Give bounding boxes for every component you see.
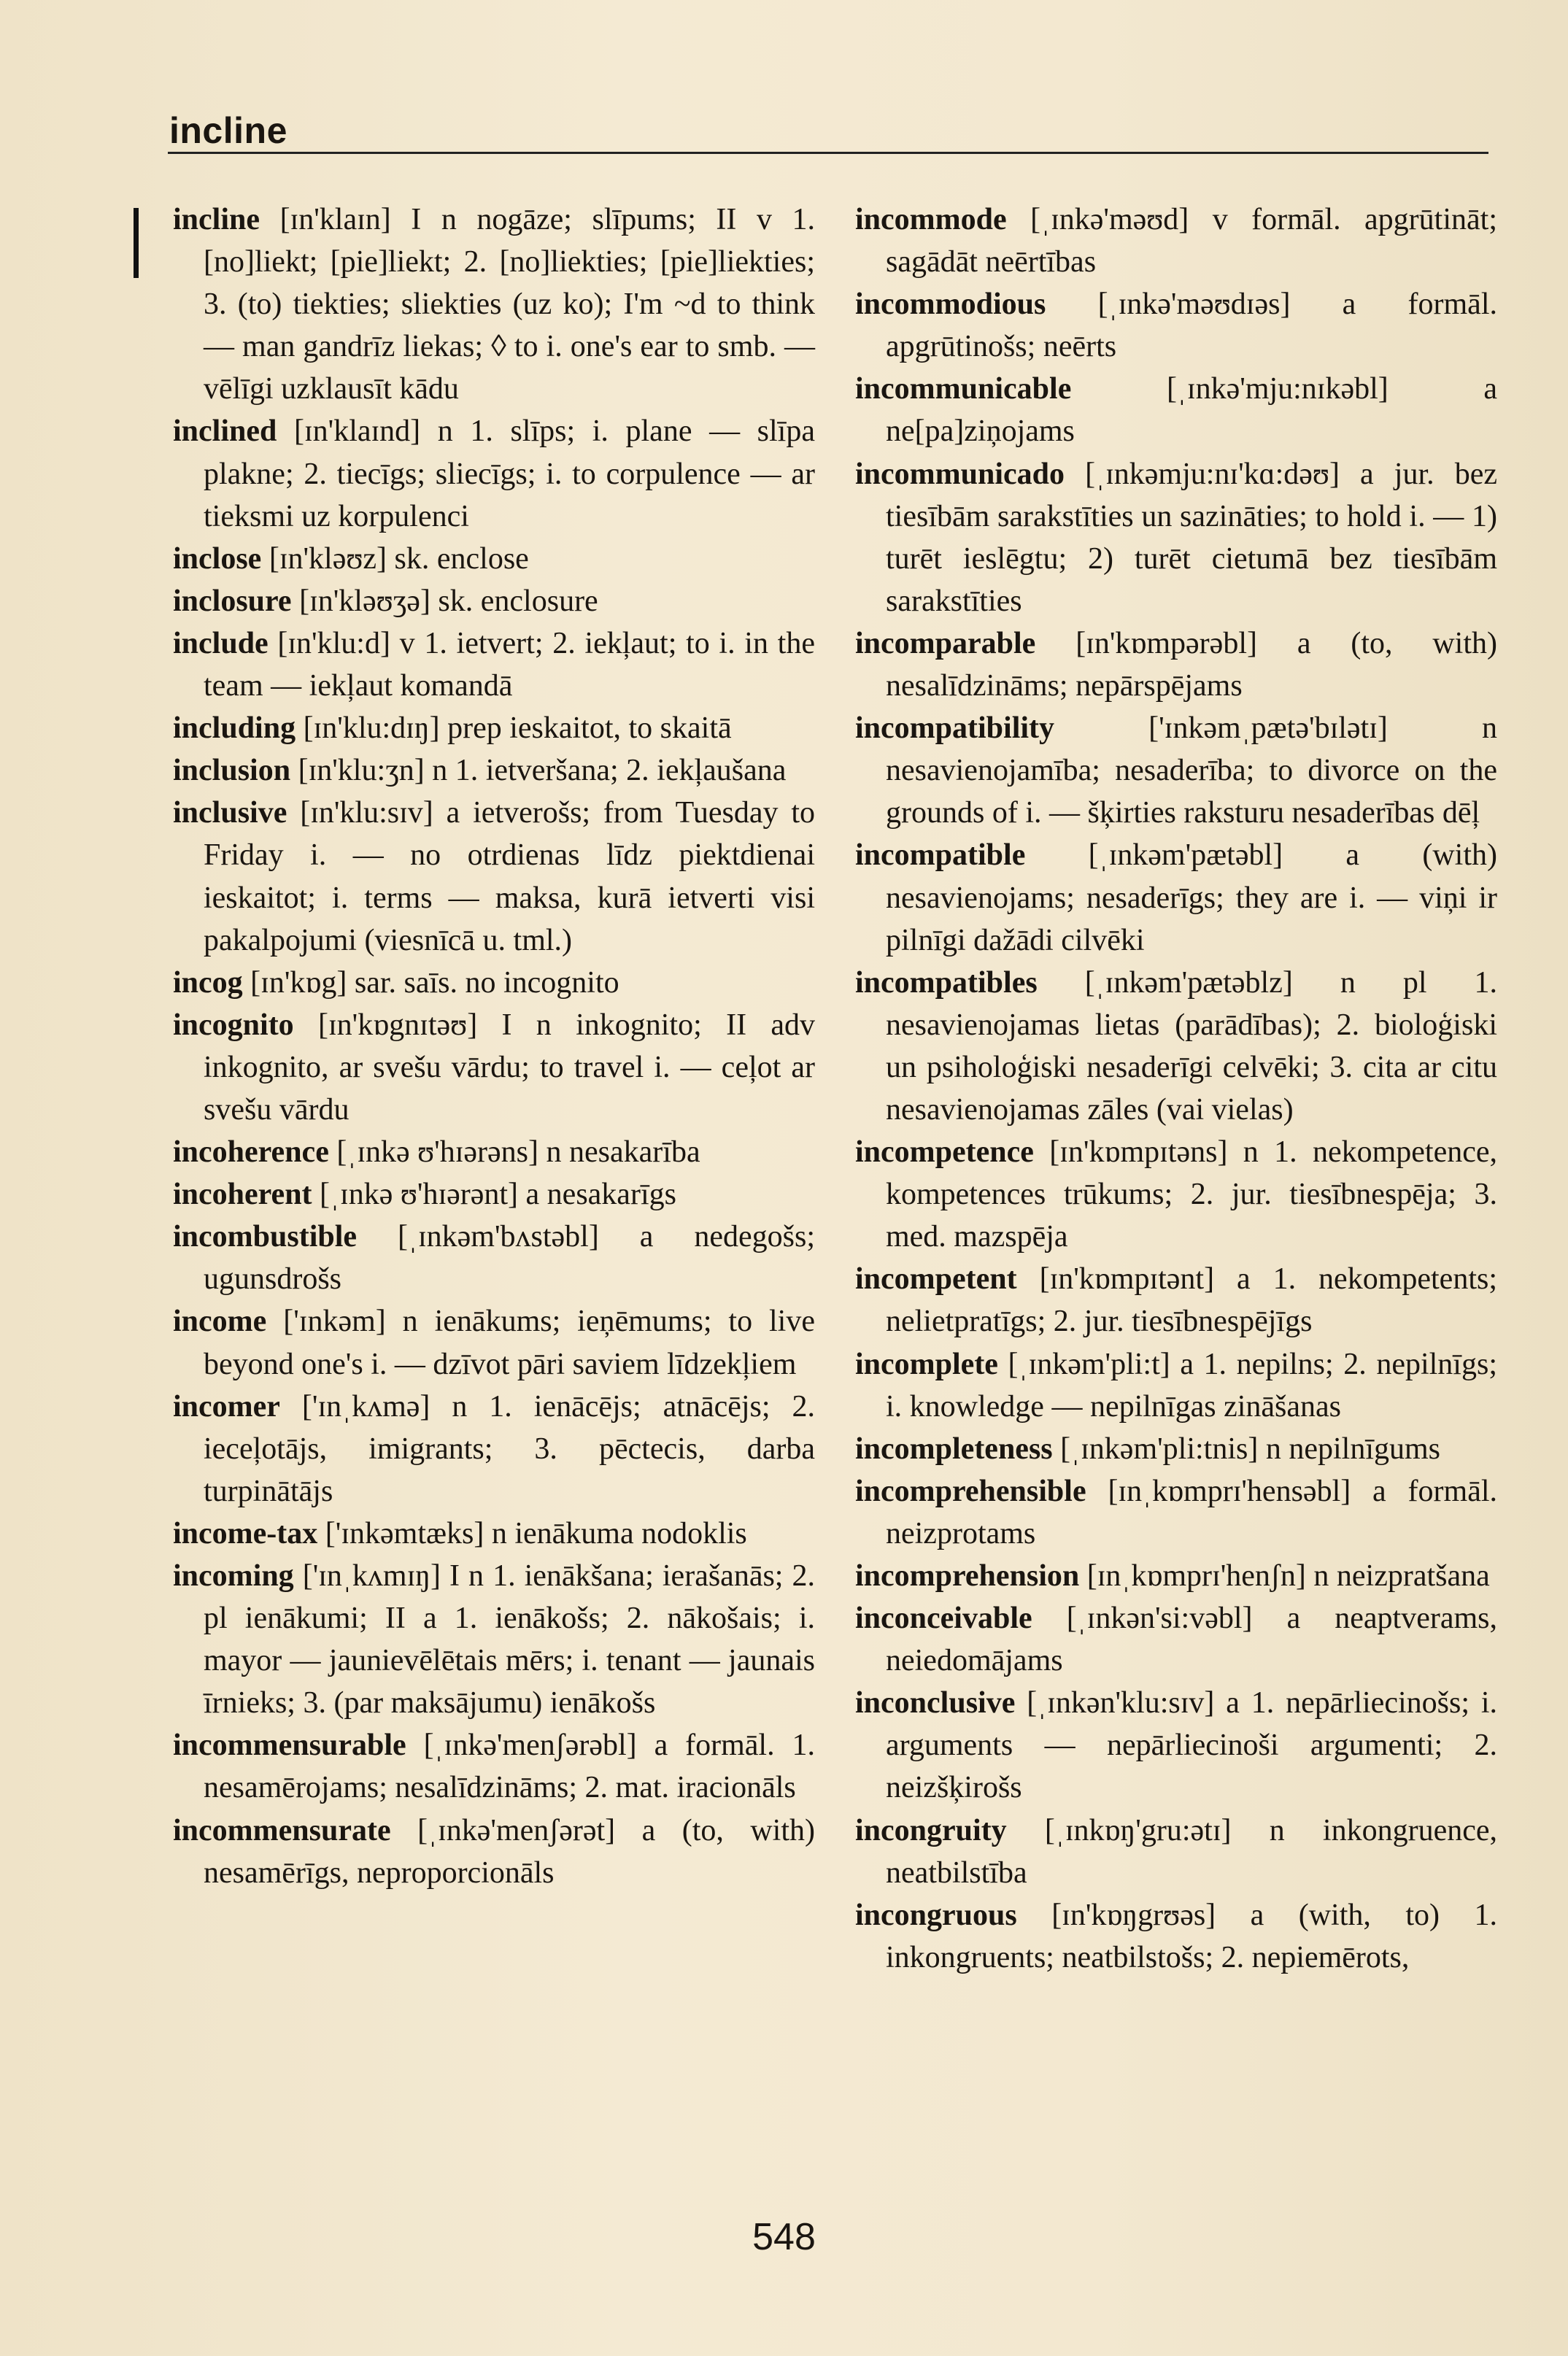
dictionary-entry <box>855 962 1497 1131</box>
entry-headword: incomprehensible <box>855 1474 1086 1508</box>
entry-headword: incoherent <box>173 1178 312 1212</box>
entry-headword: inclined <box>173 414 277 449</box>
entry-headword: incline <box>173 203 260 236</box>
entry-headword: incompatibility <box>855 711 1055 746</box>
entry-definition: [ˌɪnkəm'pli:tnis] n nepilnīgums <box>1052 1432 1441 1466</box>
entry-definition: [ˌɪnkə ʊ'hɪərəns] n nesakarība <box>328 1135 700 1170</box>
entry-headword: inclusive <box>173 796 287 830</box>
entry-headword: incomprehension <box>855 1559 1080 1593</box>
entry-definition: ['ɪnkəm] n ienākums; ieņēmums; to live beyond one's i. — dzīvot pāri saviem līdzekļiem <box>204 1305 815 1381</box>
entry-headword: inclose <box>173 541 262 576</box>
entry-definition: ['ɪnkəmˌpætə'bɪlətɪ] n nesavienojamība; nesaderība; to divorce on the grounds of i. — šķirties raksturu nesaderības dēļ <box>886 711 1497 830</box>
dictionary-entry <box>173 1513 815 1555</box>
entry-definition: [ˌɪnkə ʊ'hɪərənt] a nesakarīgs <box>312 1178 676 1212</box>
entry-headword: incoming <box>173 1559 294 1593</box>
dictionary-entry <box>173 1300 815 1385</box>
dictionary-entry <box>855 1470 1497 1555</box>
entry-headword: incommunicado <box>855 457 1065 491</box>
dictionary-entry <box>173 1173 815 1216</box>
entry-definition: [ɪnˌkɒmprɪ'hensəbl] a formāl. neizprotams <box>886 1474 1497 1550</box>
entry-definition: [ɪnˌkɒmprɪ'henʃn] n neizpratšana <box>1079 1559 1490 1593</box>
entry-definition: [ˌɪnkən'si:vəbl] a neaptverams, neiedomājams <box>886 1602 1497 1678</box>
entry-headword: incomer <box>173 1389 280 1424</box>
entry-headword: incommodious <box>855 287 1046 322</box>
dictionary-entry <box>855 1555 1497 1597</box>
entry-headword: incompetent <box>855 1262 1017 1297</box>
entry-headword: incompetence <box>855 1135 1034 1170</box>
dictionary-entry <box>173 1386 815 1513</box>
page-number: 548 <box>752 2216 816 2258</box>
entry-headword: incomparable <box>855 626 1036 660</box>
entry-headword: incompatible <box>855 838 1026 873</box>
entry-headword: incompleteness <box>855 1432 1053 1466</box>
dictionary-entry <box>173 580 815 622</box>
entry-definition: [ɪn'kɒŋgrʊəs] a (with, to) 1. inkongruents; neatbilstošs; 2. nepiemērots, <box>886 1898 1497 1974</box>
entry-headword: inconclusive <box>855 1686 1016 1720</box>
entry-headword: incongruity <box>855 1813 1007 1847</box>
entry-definition: [ˌɪnkəm'pætəbl] a (with) nesavienojams; nesaderīgs; they are i. — viņi ir pilnīgi dažādi cilvēki <box>886 838 1497 957</box>
entry-headword: incompatibles <box>855 965 1038 1000</box>
entry-definition: [ˌɪnkə'menʃərəbl] a formāl. 1. nesamērojams; nesalīdzināms; 2. mat. iracionāls <box>204 1729 815 1805</box>
dictionary-entry <box>173 962 815 1004</box>
entry-definition: [ˌɪnkəm'bʌstəbl] a nedegošs; ugunsdrošs <box>204 1220 815 1297</box>
dictionary-entry <box>173 707 815 749</box>
entry-headword: inclusion <box>173 754 291 788</box>
entry-definition: [ɪn'klu:sɪv] a ietverošs; from Tuesday to Friday i. — no otrdienas līdz piektdienai ieskaitot; i. terms — maksa, kurā ietverti visi pakalpojumi (viesnīcā u. tml.) <box>204 796 815 957</box>
right-column <box>855 198 1497 1979</box>
entry-definition: [ˌɪnkən'klu:sɪv] a 1. nepārliecinošs; i. arguments — nepārliecinoši argumenti; 2. neizšķirošs <box>886 1686 1497 1805</box>
running-header: incline <box>169 110 287 151</box>
entry-headword: income <box>173 1305 267 1339</box>
dictionary-entry <box>173 1724 815 1809</box>
entry-definition: [ɪn'kləʊʒə] sk. enclosure <box>291 584 598 618</box>
entry-definition: [ɪn'kləʊz] sk. enclose <box>261 541 529 576</box>
entry-definition: ['ɪnˌkʌmɪŋ] I n 1. ienākšana; ierašanās; 2. pl ienākumi; II a 1. ienākošs; 2. nākošais; i. mayor — jaunievēlētais mērs; i. tenant — jaunais īrnieks; 3. (par maksājumu) ienākošs <box>204 1559 815 1720</box>
entry-definition: ['ɪnˌkʌmə] n 1. ienācējs; atnācējs; 2. ieceļotājs, imigrants; 3. pēctecis, darba turpinātājs <box>204 1389 815 1508</box>
entry-definition: [ɪn'klu:ʒn] n 1. ietveršana; 2. iekļaušana <box>290 754 787 788</box>
entry-definition: [ˌɪnkɒŋ'gru:ətɪ] n inkongruence, neatbilstība <box>886 1813 1497 1890</box>
left-column <box>173 198 815 1894</box>
dictionary-entry <box>173 622 815 707</box>
dictionary-entry <box>173 1131 815 1173</box>
entry-definition: [ɪn'klaɪn] I n nogāze; slīpums; II v 1. [no]liekt; [pie]liekt; 2. [no]liekties; [pie]liekties; 3. (to) tiekties; sliekties (uz ko); I'm ~d to think — man gandrīz liekas; ◊ to i. one's ear to smb. — vēlīgi uzklausīt kādu <box>204 203 815 406</box>
entry-definition: [ɪn'kɒmpɪtənt] a 1. nekompetents; nelietpratīgs; 2. jur. tiesībnespējīgs <box>886 1262 1497 1339</box>
entry-definition: [ɪn'kɒmpɪtəns] n 1. nekompetence, kompetences trūkums; 2. jur. tiesībnespēja; 3. med. mazspēja <box>886 1135 1497 1254</box>
header-rule <box>168 152 1488 154</box>
dictionary-entry <box>855 1258 1497 1343</box>
entry-definition: [ɪn'klu:d] v 1. ietvert; 2. iekļaut; to i. in the team — iekļaut komandā <box>204 626 815 703</box>
dictionary-entry <box>855 1597 1497 1682</box>
entry-definition: [ˌɪnkəmju:nɪ'kɑ:dəʊ] a jur. bez tiesībām sarakstīties un sazināties; to hold i. — 1) turēt ieslēgtu; 2) turēt cietumā bez tiesībām sarakstīties <box>886 457 1497 618</box>
dictionary-entry <box>855 1810 1497 1894</box>
entry-headword: income-tax <box>173 1516 318 1550</box>
dictionary-entry <box>173 198 815 410</box>
entry-headword: incombustible <box>173 1220 358 1254</box>
entry-definition: [ˌɪnkə'məʊdɪəs] a formāl. apgrūtinošs; neērts <box>886 287 1497 364</box>
dictionary-entry <box>173 1004 815 1131</box>
dictionary-entry <box>173 1216 815 1300</box>
margin-bar <box>134 208 139 278</box>
entry-definition: [ɪn'kɒg] sar. saīs. no incognito <box>242 965 619 1000</box>
entry-headword: inclosure <box>173 584 292 618</box>
dictionary-entry <box>855 1131 1497 1258</box>
entry-headword: incommensurate <box>173 1813 391 1847</box>
entry-headword: inconceivable <box>855 1602 1032 1636</box>
entry-headword: incoherence <box>173 1135 329 1170</box>
dictionary-entry <box>173 1555 815 1724</box>
entry-headword: including <box>173 711 296 746</box>
entry-headword: incommensurable <box>173 1729 406 1763</box>
entry-headword: include <box>173 626 269 660</box>
entry-definition: [ˌɪnkəm'pli:t] a 1. nepilns; 2. nepilnīgs; i. knowledge — nepilnīgas zināšanas <box>886 1347 1497 1424</box>
dictionary-entry <box>855 707 1497 834</box>
dictionary-entry <box>173 1810 815 1894</box>
dictionary-entry <box>173 792 815 961</box>
dictionary-entry <box>173 410 815 537</box>
entry-headword: incommode <box>855 203 1007 236</box>
entry-headword: incog <box>173 965 243 1000</box>
entry-definition: [ˌɪnkə'menʃərət] a (to, with) nesamērīgs, neproporcionāls <box>204 1813 815 1890</box>
entry-definition: [ɪn'klaɪnd] n 1. slīps; i. plane — slīpa plakne; 2. tiecīgs; sliecīgs; i. to corpulence — ar tieksmi uz korpulenci <box>204 414 815 533</box>
entry-headword: incognito <box>173 1008 294 1042</box>
dictionary-entry <box>855 283 1497 368</box>
dictionary-entry <box>173 538 815 580</box>
dictionary-entry <box>855 453 1497 622</box>
dictionary-entry <box>855 1343 1497 1428</box>
entry-definition: [ˌɪnkəm'pætəblz] n pl 1. nesavienojamas lietas (parādības); 2. bioloģiski un psiholoģiski nesaderīgi celvēki; 3. cita ar citu nesavienojamas zāles (vai vielas) <box>886 965 1497 1127</box>
entry-definition: [ɪn'klu:dɪŋ] prep ieskaitot, to skaitā <box>296 711 732 746</box>
entry-definition: [ɪn'kɒmpərəbl] a (to, with) nesalīdzināms; nepārspējams <box>886 626 1497 703</box>
dictionary-entry <box>855 1682 1497 1809</box>
dictionary-entry <box>855 1428 1497 1470</box>
dictionary-entry <box>855 198 1497 283</box>
dictionary-entry <box>173 749 815 792</box>
dictionary-entry <box>855 1894 1497 1979</box>
dictionary-entry <box>855 834 1497 961</box>
dictionary-entry <box>855 368 1497 452</box>
entry-definition: [ˌɪnkə'məʊd] v formāl. apgrūtināt; sagādāt neērtības <box>886 203 1497 279</box>
entry-definition: ['ɪnkəmtæks] n ienākuma nodoklis <box>317 1516 747 1550</box>
entry-headword: incongruous <box>855 1898 1017 1932</box>
entry-headword: incomplete <box>855 1347 998 1381</box>
entry-definition: [ˌɪnkə'mju:nɪkəbl] a ne[pa]ziņojams <box>886 372 1497 449</box>
entry-headword: incommunicable <box>855 372 1072 406</box>
entry-definition: [ɪn'kɒgnɪtəʊ] I n inkognito; II adv inkognito, ar svešu vārdu; to travel i. — ceļot ar svešu vārdu <box>204 1008 815 1127</box>
dictionary-entry <box>855 622 1497 707</box>
